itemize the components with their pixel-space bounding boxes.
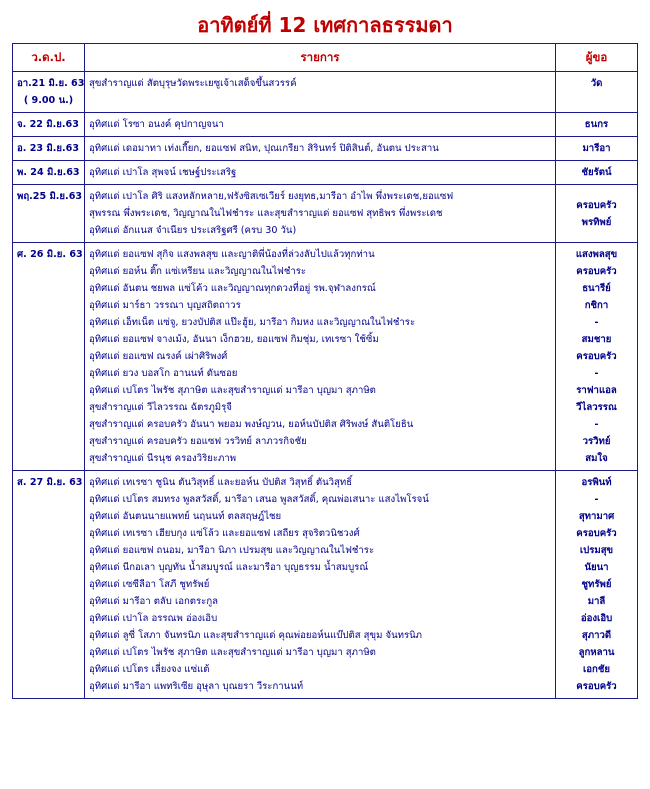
- row-requester-cell: [556, 137, 638, 161]
- table-header-row: [13, 44, 638, 72]
- requester-name: วรวิทย์: [582, 436, 611, 447]
- requester-name: ครอบครัว: [576, 681, 617, 692]
- intention-line: อุทิศแด่ เอ็ทเน็ต แซ่จู, ยวงบัปติส แป๊ะฮู้ย, มารีอา กิมหง และวิญญาณในไฟชำระ: [89, 317, 416, 328]
- table-row: [13, 243, 638, 471]
- requester-name: เปรมสุข: [579, 545, 614, 556]
- page-title: อาทิตย์ที่ 12 เทศกาลธรรมดา: [197, 13, 453, 37]
- table-row: [13, 113, 638, 137]
- requester-name: สุทามาศ: [578, 511, 615, 522]
- intention-line: อุทิศแด่ เปโตร ไพรัช สุภาษิต และสุขสำราญแด่ มารีอา บุญมา สุภาษิต: [89, 647, 376, 658]
- table-row: [13, 72, 638, 113]
- row-date: ส. 27 มิ.ย. 63: [17, 477, 83, 488]
- mass-intention-table: [12, 43, 638, 699]
- intention-line: อุทิศแด่ เปโตร สมทรง พูลสวัสดิ์, มารีอา เสนอ พูลสวัสดิ์, คุณพ่อเสนาะ แสงไพโรจน์: [89, 494, 429, 505]
- row-date: อ. 23 มิ.ย.63: [17, 143, 80, 154]
- intention-line: อุทิศแด่ ยอแซฟ จางเม้ง, อันนา เง็กฮวย, ยอแซฟ กิมชุ่ม, เทเรซา ใช้ซิ้ม: [89, 334, 379, 345]
- intention-line: อุทิศแด่ เปาโล อรรณพ อ่องเอิบ: [89, 613, 218, 624]
- intention-line: สุขสำราญแด่ วีไลวรรณ ฉัตรภูมิรุจี: [89, 402, 232, 413]
- table-row: [13, 471, 638, 699]
- date-column-header: ว.ด.ป.: [13, 44, 85, 72]
- row-date-cell: [13, 471, 85, 699]
- table-row: [13, 161, 638, 185]
- intention-line: อุทิศแด่ มารีอา แพทริเซีย อุษุลา บุณยรา วีระกานนท์: [89, 681, 304, 692]
- row-time: ( 9.00 น.): [23, 95, 74, 106]
- requester-name: อรพินท์: [581, 477, 612, 488]
- requester-name: วัด: [590, 78, 603, 89]
- row-date-cell: [13, 185, 85, 243]
- requester-name: เอกชัย: [583, 664, 610, 675]
- intention-line: อุทิศแด่ เปาโล ศิริ แสงหลักหลาย,ฟรังซิสเซเวียร์ ยงยุทธ,มารีอา อำไพ พึ่งพระเดช,ยอแซฟ: [89, 191, 454, 202]
- row-date-cell: [13, 113, 85, 137]
- intention-line: อุทิศแด่ อักแนส จำเนียร ประเสริฐศรี (ครบ 30 วัน): [89, 225, 297, 236]
- intention-line: อุทิศแด่ เปาโล สุพจน์ เชษฐ์ประเสริฐ: [89, 167, 237, 178]
- intention-line: อุทิศแด่ เทเรซา เฮียบกุง แซ่โล้ว และยอแซฟ เสถียร สุจริตวนิชวงศ์: [89, 528, 360, 539]
- row-requester-cell: [556, 243, 638, 471]
- intention-line: อุทิศแด่ ยอแซฟ สุกิจ แสงพลสุข และญาติพี่น้องที่ล่วงลับไปแล้วทุกท่าน: [89, 249, 375, 260]
- requester-name: สมใจ: [585, 453, 608, 464]
- requester-name: ครอบครัว: [576, 199, 617, 211]
- requester-name: -: [594, 494, 599, 505]
- intention-line: สุขสำราญแด่ สัตบุรุษวัดพระเยซูเจ้าเสด็จขึ้นสวรรค์: [89, 78, 297, 89]
- intention-line: อุทิศแด่ เซซีลีอา โสภี ชูทรัพย์: [89, 579, 210, 590]
- requester-name: กชิกา: [584, 300, 609, 311]
- intention-line: อุทิศแด่ ยอแซฟ ถนอม, มารีอา นิภา เปรมสุข และวิญญาณในไฟชำระ: [89, 545, 375, 556]
- row-intentions-cell: [85, 113, 556, 137]
- row-requester-cell: [556, 72, 638, 113]
- requester-name: สุภาวดี: [581, 630, 612, 641]
- row-intentions-cell: [85, 137, 556, 161]
- table-row: [13, 137, 638, 161]
- list-column-header: รายการ: [85, 44, 556, 72]
- requester-name: -: [594, 317, 599, 328]
- requester-name: มาลี: [587, 596, 606, 607]
- intention-line: อุทิศแด่ เปโตร เลี่ยงจง แซ่แต้: [89, 664, 210, 675]
- requester-name: วีไลวรรณ: [576, 402, 617, 413]
- row-date-cell: [13, 137, 85, 161]
- row-date-cell: [13, 72, 85, 113]
- intention-line: อุทิศแด่ เปโตร ไพรัช สุภาษิต และสุขสำราญแด่ มารีอา บุญมา สุภาษิต: [89, 385, 376, 396]
- requester-name: ราฟาแอล: [576, 385, 617, 396]
- row-requester-cell: [556, 113, 638, 137]
- requester-name: ธนารีย์: [582, 283, 611, 294]
- requester-name: นัยนา: [584, 562, 609, 573]
- intention-line: อุทิศแด่ นีกอเลา บุญทัน น้ำสมบูรณ์ และมารีอา บุญธรรม น้ำสมบูรณ์: [89, 562, 369, 573]
- intention-line: อุทิศแด่ มารีอา ตลับ เอกตระกูล: [89, 596, 219, 607]
- intention-line: สุขสำราญแด่ ครอบครัว ยอแซฟ วรวิทย์ ลาภวรกิจชัย: [89, 436, 307, 447]
- row-intentions-cell: [85, 72, 556, 113]
- intention-line: อุทิศแด่ มาร์ธา วรรณา บุญสถิตถาวร: [89, 300, 241, 311]
- row-requester-cell: [556, 185, 638, 243]
- requester-name: ชัยรัตน์: [581, 167, 612, 178]
- intention-line: สุขสำราญแด่ นีรนุช ครองวิริยะภาพ: [89, 453, 237, 464]
- requester-name: -: [594, 419, 599, 430]
- row-requester-cell: [556, 471, 638, 699]
- intention-line: อุทิศแด่ เทเรซา ชูนิน ตันวิสุทธิ์ และยอห์น บัปติส วิสุทธิ์ ตันวิสุทธิ์: [89, 477, 353, 488]
- requester-name: สมชาย: [581, 334, 612, 345]
- intention-line: อุทิศแด่ ยอห์น ติ๊ก แซ่เหรียน และวิญญาณในไฟชำระ: [89, 266, 307, 277]
- intention-line: สุพรรณ พึ่งพระเดช, วิญญาณในไฟชำระ และสุขสำราญแด่ ยอแซฟ สุทธิพร พึ่งพระเดช: [89, 208, 443, 219]
- requester-name: มารีอา: [582, 143, 611, 154]
- requester-column-header: ผู้ขอ: [556, 44, 638, 72]
- intention-line: อุทิศแด่ ลูซี่ โสภา จันทรนิภ และสุขสำราญแด่ คุณพ่อยอห์นแบ๊ปติส สุขุม จันทรนิภ: [89, 630, 422, 641]
- row-date-cell: [13, 161, 85, 185]
- row-date: จ. 22 มิ.ย.63: [17, 119, 79, 130]
- row-date: อา.21 มิ.ย. 63: [17, 78, 85, 89]
- row-date: ศ. 26 มิ.ย. 63: [17, 249, 83, 260]
- row-intentions-cell: [85, 161, 556, 185]
- intention-line: อุทิศแด่ โรซา อนงค์ คุปกาญจนา: [89, 119, 224, 130]
- row-intentions-cell: [85, 471, 556, 699]
- intention-line: อุทิศแด่ ยวง บอสโก อานนท์ ดันซอย: [89, 368, 238, 379]
- intention-line: อุทิศแด่ อันตน ชยพล แซ่โค้ว และวิญญาณทุกดวงที่อยู่ รพ.จุฬาลงกรณ์: [89, 283, 376, 294]
- table-row: [13, 185, 638, 243]
- requester-name: ครอบครัว: [576, 351, 617, 362]
- requester-name: ชูทรัพย์: [581, 579, 612, 590]
- row-requester-cell: [556, 161, 638, 185]
- requester-name: ลูกหลาน: [578, 647, 615, 658]
- intention-line: สุขสำราญแด่ ครอบครัว อันนา พยอม พงษ์ญวน, ยอห์นบัปติส ศิริพงษ์ สันติโยธิน: [89, 419, 414, 430]
- intention-line: อุทิศแด่ ยอแซฟ ณรงค์ เผ่าศิริพงศ์: [89, 351, 228, 362]
- row-date: พ. 24 มิ.ย.63: [17, 167, 80, 178]
- table-body: [13, 72, 638, 699]
- requester-name: พรทิพย์: [581, 216, 612, 228]
- row-date-cell: [13, 243, 85, 471]
- requester-name: ครอบครัว: [576, 528, 617, 539]
- requester-name: ธนกร: [584, 119, 609, 130]
- intention-line: อุทิศแด่ เดอมาทา เท่งเกี๊ยก, ยอแซฟ สนิท, ปุณเกรียา สิรินทร์ ปิติสินต์, อันตน ประสาน: [89, 143, 439, 154]
- requester-name: ครอบครัว: [576, 266, 617, 277]
- row-intentions-cell: [85, 185, 556, 243]
- intention-line: อุทิศแด่ อันตนนายแพทย์ นฤนนท์ ตลสฤษฎ์ไชย: [89, 511, 282, 522]
- requester-name: -: [594, 368, 599, 379]
- row-intentions-cell: [85, 243, 556, 471]
- requester-name: อ่องเอิบ: [580, 613, 613, 624]
- row-date: พฤ.25 มิ.ย.63: [17, 191, 83, 202]
- requester-name: แสงพลสุข: [575, 249, 618, 260]
